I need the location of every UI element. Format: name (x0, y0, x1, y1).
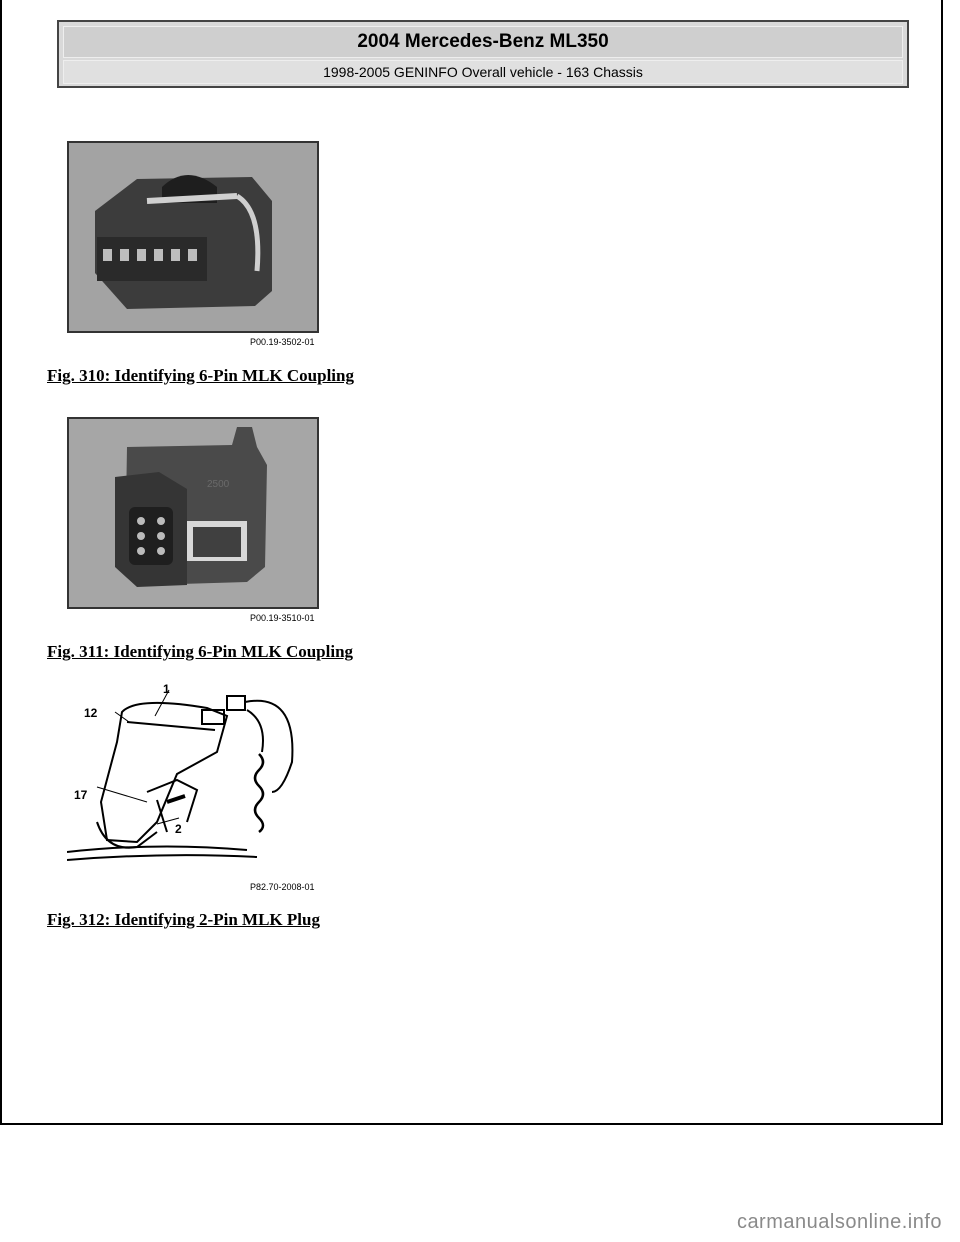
figure-312-code: P82.70-2008-01 (250, 882, 315, 892)
watermark: carmanualsonline.info (736, 1211, 942, 1233)
header-subtitle: 1998-2005 GENINFO Overall vehicle - 163 Chassis (63, 60, 903, 84)
figure-311-caption: Fig. 311: Identifying 6-Pin MLK Coupling (47, 642, 354, 661)
figure-310-image (67, 141, 319, 338)
callout-17: 17 (74, 788, 88, 802)
page-header (57, 20, 909, 88)
figure-311-image (67, 417, 319, 614)
figure-312-image (67, 682, 327, 877)
callout-12: 12 (84, 706, 98, 720)
header-title: 2004 Mercedes-Benz ML350 (63, 26, 903, 58)
figure-312-caption: Fig. 312: Identifying 2-Pin MLK Plug (47, 910, 320, 929)
figure-311-code: P00.19-3510-01 (250, 613, 315, 623)
figure-310-code: P00.19-3502-01 (250, 337, 315, 347)
callout-1: 1 (163, 682, 170, 696)
svg-text:2500: 2500 (207, 479, 230, 490)
figure-310-caption: Fig. 310: Identifying 6-Pin MLK Coupling (47, 366, 354, 385)
callout-2: 2 (175, 822, 182, 836)
